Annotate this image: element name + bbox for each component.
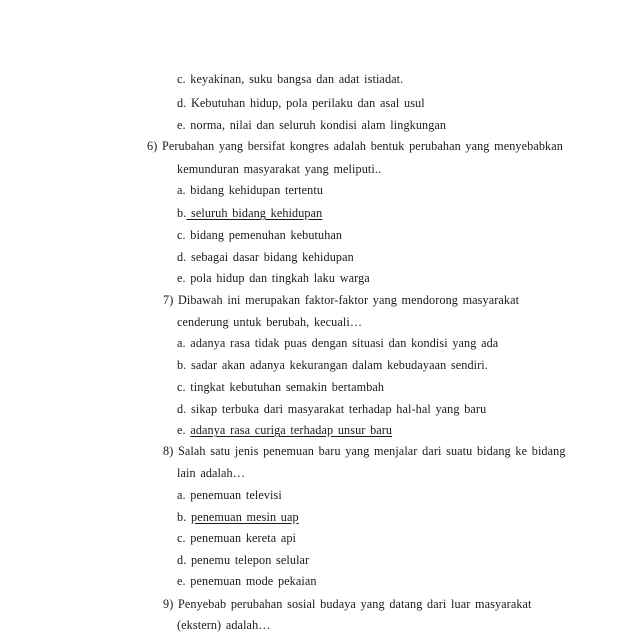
underlined-answer: adanya rasa curiga terhadap unsur baru <box>190 423 393 437</box>
question-6 <box>147 138 563 154</box>
option-a-q7 <box>177 335 498 351</box>
question-7 <box>163 292 519 308</box>
line-text: e. norma, nilai dan seluruh kondisi alam lingkungan <box>177 118 447 132</box>
option-e-q8 <box>177 573 317 589</box>
option-c-q6 <box>177 227 342 243</box>
option-b-q6-answer <box>177 205 322 221</box>
question-text: 9) Penyebab perubahan sosial budaya yang datang dari luar masyarakat <box>163 597 532 611</box>
option-e-q7-answer <box>177 422 392 438</box>
option-e-q6 <box>177 270 370 286</box>
option-letter: b. <box>177 510 191 524</box>
option-e-q5 <box>177 117 446 133</box>
question-6-continuation <box>177 161 381 177</box>
question-8-continuation <box>177 465 245 481</box>
question-text: kemunduran masyarakat yang meliputi.. <box>177 162 382 176</box>
underlined-answer: penemuan mesin uap <box>191 510 299 524</box>
line-text: c. penemuan kereta api <box>177 531 297 545</box>
option-c-q8 <box>177 530 296 546</box>
question-text: 8) Salah satu jenis penemuan baru yang menjalar dari suatu bidang ke bidang <box>163 444 566 458</box>
option-d-q5 <box>177 95 425 111</box>
question-text: (ekstern) adalah… <box>177 618 271 632</box>
option-c-q7 <box>177 379 384 395</box>
option-d-q6 <box>177 249 354 265</box>
option-b-q8-answer <box>177 509 299 525</box>
question-text: 6) Perubahan yang bersifat kongres adalah bentuk perubahan yang menyebabkan <box>147 139 563 153</box>
question-8 <box>163 443 566 459</box>
option-letter: e. <box>177 423 191 437</box>
option-d-q7 <box>177 401 486 417</box>
line-text: c. bidang pemenuhan kebutuhan <box>177 228 343 242</box>
line-text: b. sadar akan adanya kekurangan dalam kebudayaan sendiri. <box>177 358 488 372</box>
line-text: d. sebagai dasar bidang kehidupan <box>177 250 354 264</box>
underlined-answer: seluruh bidang kehidupan <box>186 206 323 220</box>
option-b-q7 <box>177 357 488 373</box>
line-text: d. sikap terbuka dari masyarakat terhadap hal-hal yang baru <box>177 402 487 416</box>
line-text: c. keyakinan, suku bangsa dan adat istiadat. <box>177 72 404 86</box>
line-text: c. tingkat kebutuhan semakin bertambah <box>177 380 385 394</box>
line-text: e. penemuan mode pekaian <box>177 574 317 588</box>
line-text: e. pola hidup dan tingkah laku warga <box>177 271 370 285</box>
line-text: a. adanya rasa tidak puas dengan situasi dan kondisi yang ada <box>177 336 499 350</box>
option-letter: b. <box>177 206 187 220</box>
option-a-q6 <box>177 182 323 198</box>
question-text: cenderung untuk berubah, kecuali… <box>177 315 363 329</box>
line-text: a. penemuan televisi <box>177 488 282 502</box>
line-text: d. Kebutuhan hidup, pola perilaku dan asal usul <box>177 96 425 110</box>
question-text: 7) Dibawah ini merupakan faktor-faktor yang mendorong masyarakat <box>163 293 520 307</box>
question-text: lain adalah… <box>177 466 246 480</box>
question-9 <box>163 596 532 612</box>
option-d-q8 <box>177 552 309 568</box>
question-9-continuation <box>177 617 271 633</box>
line-text: d. penemu telepon selular <box>177 553 310 567</box>
question-7-continuation <box>177 314 362 330</box>
line-text: a. bidang kehidupan tertentu <box>177 183 324 197</box>
option-a-q8 <box>177 487 282 503</box>
option-c-q5 <box>177 71 403 87</box>
